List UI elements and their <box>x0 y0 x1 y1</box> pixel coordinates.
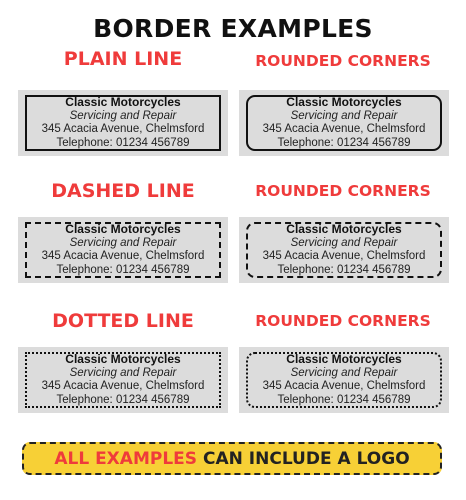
logo-banner <box>22 442 442 475</box>
label-business-name: Classic Motorcycles <box>286 95 402 109</box>
label-phone: Telephone: 01234 456789 <box>56 393 190 406</box>
example-panel-dotted-rounded <box>239 347 449 413</box>
label-phone: Telephone: 01234 456789 <box>277 136 411 149</box>
example-panel-plain-rounded <box>239 90 449 156</box>
label-phone: Telephone: 01234 456789 <box>56 263 190 276</box>
label-plain-rounded <box>246 95 442 151</box>
heading-rounded-corners-3: ROUNDED CORNERS <box>255 312 431 330</box>
heading-rounded-corners-1: ROUNDED CORNERS <box>255 52 431 70</box>
heading-dotted-line: DOTTED LINE <box>52 310 194 332</box>
page-title: BORDER EXAMPLES <box>93 14 373 43</box>
banner-dark-text: CAN INCLUDE A LOGO <box>203 448 410 469</box>
label-subtitle: Servicing and Repair <box>290 236 398 249</box>
label-business-name: Classic Motorcycles <box>65 222 181 236</box>
label-address: 345 Acacia Avenue, Chelmsford <box>262 380 426 392</box>
label-plain <box>25 95 221 151</box>
label-subtitle: Servicing and Repair <box>290 109 398 122</box>
label-subtitle: Servicing and Repair <box>69 366 177 379</box>
example-panel-plain <box>18 90 228 156</box>
label-subtitle: Servicing and Repair <box>69 109 177 122</box>
label-business-name: Classic Motorcycles <box>286 352 402 366</box>
label-address: 345 Acacia Avenue, Chelmsford <box>262 250 426 262</box>
label-phone: Telephone: 01234 456789 <box>277 263 411 276</box>
heading-dashed-line: DASHED LINE <box>51 180 195 202</box>
heading-plain-line: PLAIN LINE <box>63 48 183 70</box>
label-address: 345 Acacia Avenue, Chelmsford <box>41 250 205 262</box>
label-phone: Telephone: 01234 456789 <box>56 136 190 149</box>
label-dashed <box>25 222 221 278</box>
example-panel-dotted <box>18 347 228 413</box>
label-dotted <box>25 352 221 408</box>
label-dotted-rounded <box>246 352 442 408</box>
example-panel-dashed <box>18 217 228 283</box>
label-business-name: Classic Motorcycles <box>65 352 181 366</box>
label-phone: Telephone: 01234 456789 <box>277 393 411 406</box>
label-dashed-rounded <box>246 222 442 278</box>
label-business-name: Classic Motorcycles <box>286 222 402 236</box>
example-panel-dashed-rounded <box>239 217 449 283</box>
label-subtitle: Servicing and Repair <box>290 366 398 379</box>
heading-rounded-corners-2: ROUNDED CORNERS <box>255 182 431 200</box>
banner-red-text: ALL EXAMPLES <box>54 448 198 469</box>
label-business-name: Classic Motorcycles <box>65 95 181 109</box>
label-address: 345 Acacia Avenue, Chelmsford <box>41 123 205 135</box>
label-subtitle: Servicing and Repair <box>69 236 177 249</box>
label-address: 345 Acacia Avenue, Chelmsford <box>262 123 426 135</box>
label-address: 345 Acacia Avenue, Chelmsford <box>41 380 205 392</box>
